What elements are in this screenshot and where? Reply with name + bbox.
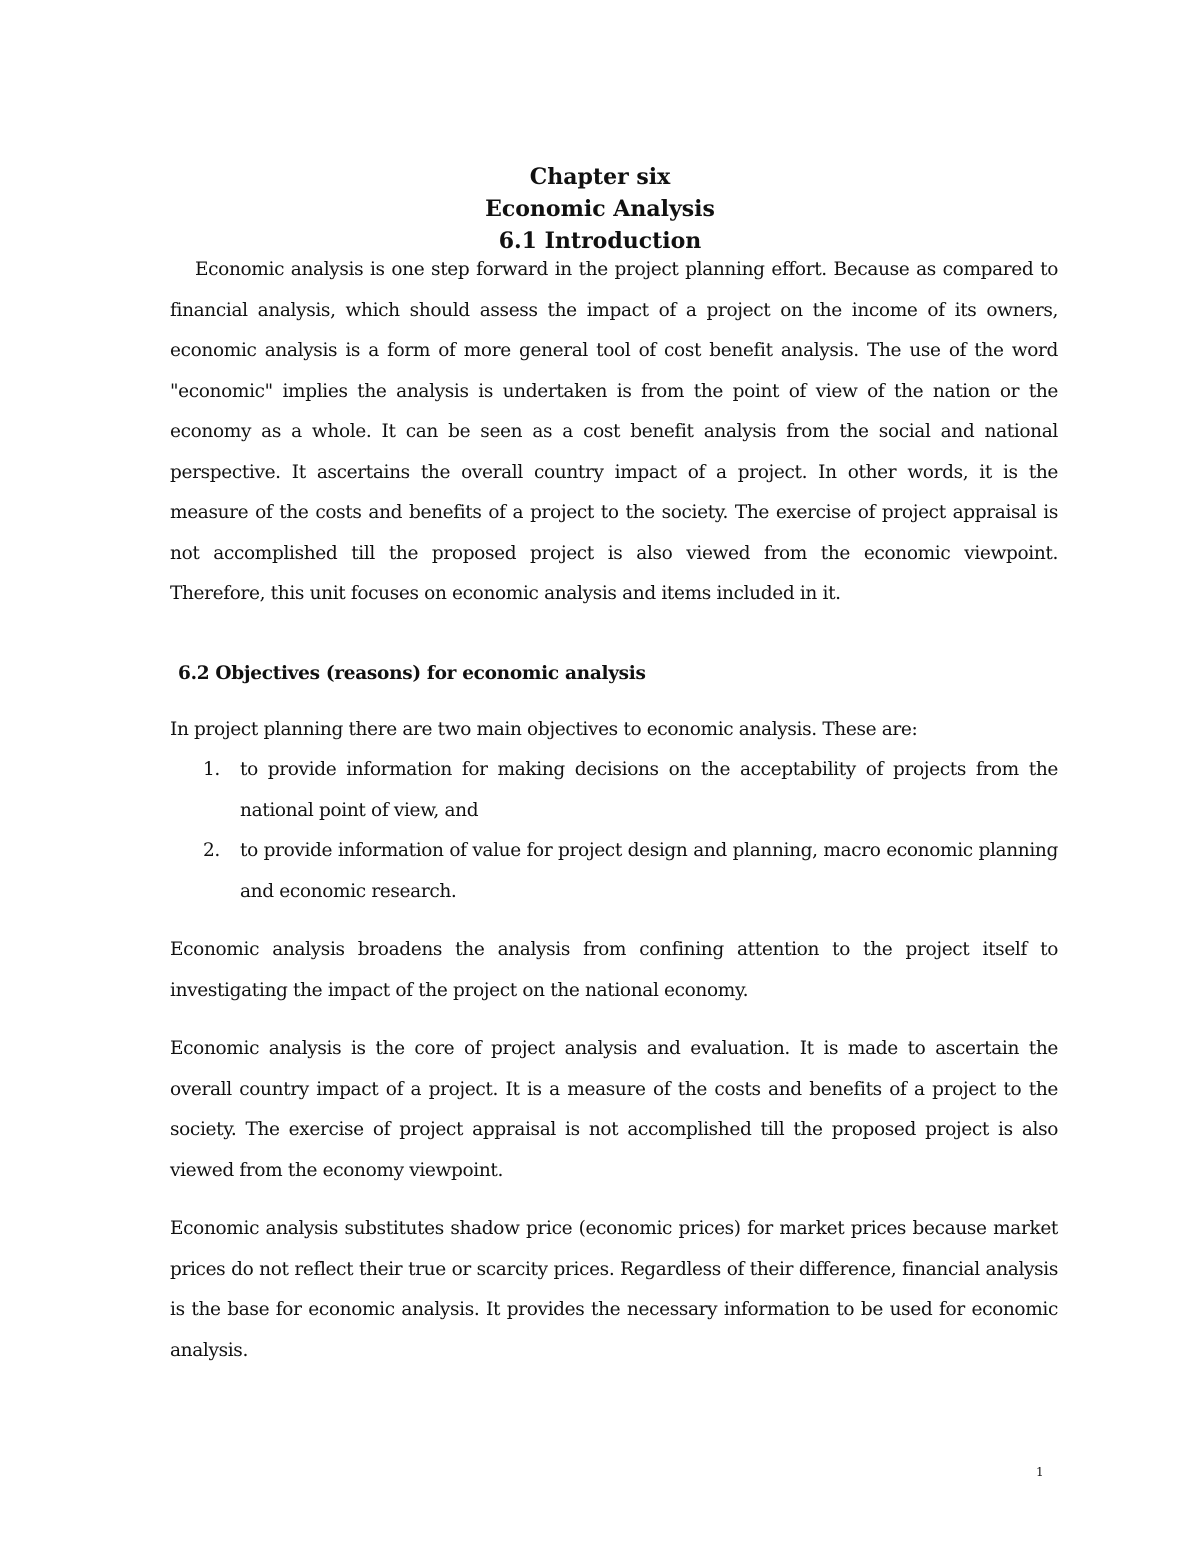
intro-paragraph: Economic analysis is one step forward in the project planning effort. Because as compared to financial analysis, which should assess the impact of a project on the income of its owners, economic analysis is a form of more general tool of cost benefit analysis. The use of the word "economic" implies the analysis is undertaken is from the point of view of the nation or the economy as a whole. It can be seen as a cost benefit analysis from the social and national perspective. It ascertains the overall country impact of a project. In other words, it is the measure of the costs and benefits of a project to the society. The exercise of project appraisal is not accomplished till the proposed project is also viewed from the economic viewpoint. Therefore, this unit focuses on economic analysis and items included in it. (170, 259, 1058, 604)
list-item (170, 750, 1058, 831)
objectives-lead-paragraph: In project planning there are two main objectives to economic analysis. These are: (170, 719, 918, 740)
chapter-number: Chapter six (529, 164, 671, 190)
page-number: 1 (1036, 1465, 1044, 1479)
section-heading-objectives: 6.2 Objectives (reasons) for economic analysis (178, 663, 646, 684)
list-item-number: 2. (203, 840, 220, 861)
broadens-paragraph: Economic analysis broadens the analysis from confining attention to the project itself to investigating the impact of the project on the national economy. (170, 939, 1058, 1001)
list-item-number: 1. (203, 759, 220, 780)
list-item-text: to provide information for making decisions on the acceptability of projects from the national point of view, and (240, 759, 1058, 821)
chapter-title: Economic Analysis (485, 196, 715, 222)
core-paragraph: Economic analysis is the core of project analysis and evaluation. It is made to ascertain the overall country impact of a project. It is a measure of the costs and benefits of a project to the society. The exercise of project appraisal is not accomplished till the proposed project is also viewed from the economy viewpoint. (170, 1038, 1058, 1181)
list-item-text: to provide information of value for project design and planning, macro economic planning and economic research. (240, 840, 1058, 902)
section-heading-introduction: 6.1 Introduction (498, 228, 702, 254)
objectives-list (170, 750, 1058, 912)
list-item (170, 831, 1058, 912)
shadow-price-paragraph: Economic analysis substitutes shadow price (economic prices) for market prices because market prices do not reflect their true or scarcity prices. Regardless of their difference, financial analysis is the base for economic analysis. It provides the necessary information to be used for economic analysis. (170, 1218, 1058, 1361)
